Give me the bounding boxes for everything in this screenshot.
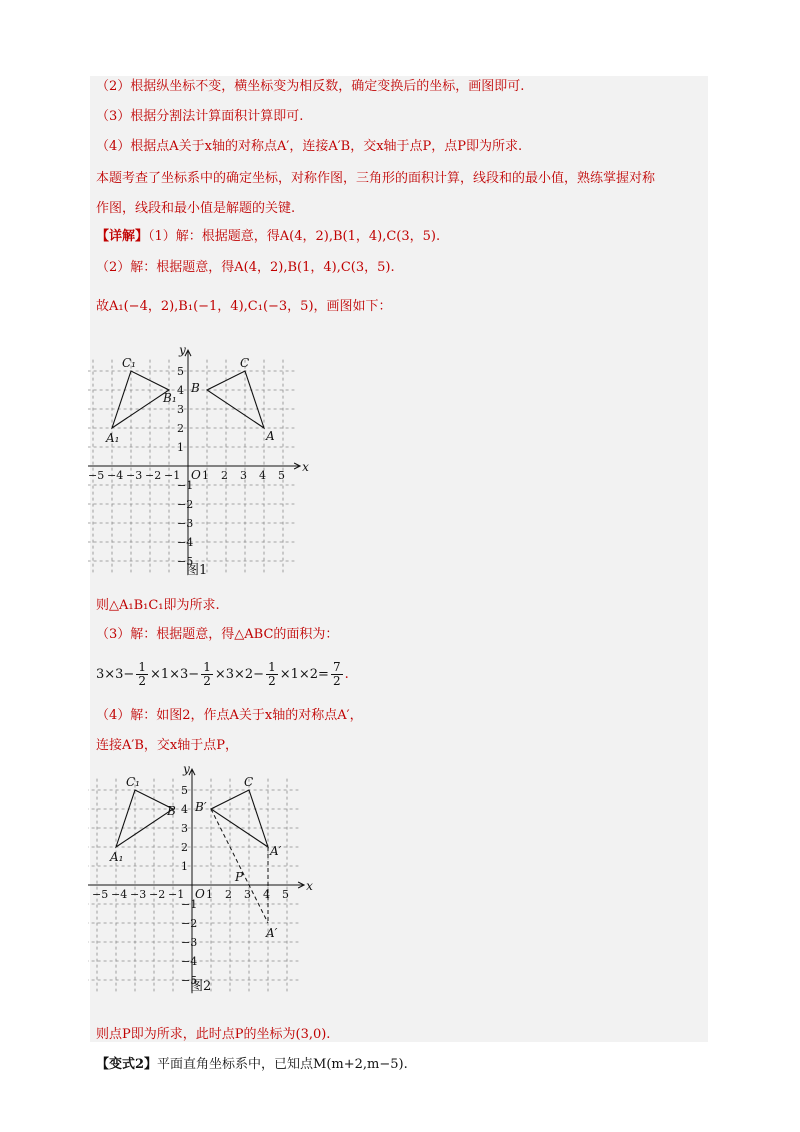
x-tick-label: 5 xyxy=(278,469,285,482)
text-line-7: （2）解：根据题意，得A(4，2),B(1，4),C(3，5). xyxy=(96,260,395,275)
y-tick-label: −3 xyxy=(181,936,198,949)
origin-label: O xyxy=(191,468,201,482)
point-c1-label: C₁ xyxy=(126,775,140,789)
triangle-abc xyxy=(207,371,264,428)
point-c-label: C xyxy=(240,356,250,370)
text-line-10: （3）解：根据题意，得△ABC的面积为： xyxy=(96,627,339,642)
x-tick-label: −4 xyxy=(107,469,124,482)
x-tick-label: 2 xyxy=(225,888,232,901)
x-axis-label: x xyxy=(302,460,309,474)
point-a-label: A′ xyxy=(270,844,282,858)
y-tick-label: 1 xyxy=(181,860,188,873)
x-tick-label: 3 xyxy=(240,469,247,482)
point-c1-label: C₁ xyxy=(122,356,136,370)
x-tick-label: −1 xyxy=(164,469,181,482)
y-tick-label: 1 xyxy=(177,441,184,454)
formula-end: . xyxy=(344,667,349,682)
x-tick-label: −4 xyxy=(111,888,128,901)
formula-part-d: ×1×2= xyxy=(279,667,329,682)
text-line-8: 故A₁(−4，2),B₁(−1，4),C₁(−3，5)，画图如下： xyxy=(96,299,392,314)
point-a1-label: A₁ xyxy=(110,850,124,864)
point-p-label: P xyxy=(235,870,244,884)
x-tick-label: 5 xyxy=(282,888,289,901)
fraction-half-3 xyxy=(266,661,278,688)
y-tick-label: −3 xyxy=(177,517,194,530)
x-tick-label: −1 xyxy=(168,888,185,901)
formula-part-a: 3×3− xyxy=(96,667,135,682)
frac-den: 2 xyxy=(138,674,146,688)
x-tick-label: 2 xyxy=(221,469,228,482)
y-tick-label: −1 xyxy=(177,479,194,492)
y-tick-label: 4 xyxy=(177,384,184,397)
x-tick-label: −3 xyxy=(130,888,147,901)
text-line-9: 则△A₁B₁C₁即为所求. xyxy=(96,598,220,613)
x-tick-label: −2 xyxy=(145,469,162,482)
y-tick-label: −4 xyxy=(181,955,198,968)
origin-label: O xyxy=(195,887,205,901)
figure-2-caption: 图2 xyxy=(190,979,212,994)
text-line-13: 连接A′B，交x轴于点P， xyxy=(96,738,238,753)
figure-1-caption: 图1 xyxy=(186,563,208,578)
y-axis-label: y xyxy=(179,343,186,358)
area-formula xyxy=(96,660,349,690)
x-tick-label: −2 xyxy=(149,888,166,901)
detail-tag: 【详解】 xyxy=(96,229,149,244)
triangle-a1b1c1 xyxy=(112,371,169,428)
variant-text: 平面直角坐标系中，已知点M(m+2,m−5). xyxy=(157,1057,408,1072)
frac-num: 1 xyxy=(138,660,146,674)
text-line-15 xyxy=(96,1056,408,1074)
variant-tag: 【变式2】 xyxy=(96,1057,158,1072)
point-a1-label: A₁ xyxy=(106,431,120,445)
y-tick-label: 4 xyxy=(181,803,188,816)
x-tick-label: 4 xyxy=(259,469,266,482)
y-tick-label: −2 xyxy=(177,498,194,511)
y-tick-label: 2 xyxy=(181,841,188,854)
text-line-6 xyxy=(96,228,440,246)
x-tick-label: 3 xyxy=(244,888,251,901)
text-line-2: （3）根据分割法计算面积计算即可. xyxy=(96,109,304,124)
text-line-14: 则点P即为所求，此时点P的坐标为(3,0). xyxy=(96,1027,331,1042)
point-b-label: B xyxy=(191,381,200,395)
frac-num: 1 xyxy=(268,660,276,674)
triangle-abc xyxy=(211,790,268,847)
x-tick-label: 4 xyxy=(263,888,270,901)
x-tick-label: −5 xyxy=(92,888,109,901)
y-tick-label: −5 xyxy=(177,555,194,568)
triangle-a1b1c1 xyxy=(116,790,173,847)
y-tick-label: 5 xyxy=(181,784,188,797)
point-a-prime-label: A′ xyxy=(266,926,278,940)
text-line-3: （4）根据点A关于x轴的对称点A′，连接A′B，交x轴于点P，点P即为所求. xyxy=(96,139,523,154)
point-c-label: C xyxy=(244,775,254,789)
formula-part-c: ×3×2− xyxy=(214,667,265,682)
x-tick-label: −3 xyxy=(126,469,143,482)
text-line-5: 作图，线段和最小值是解题的关键. xyxy=(96,201,296,216)
text-line-12: （4）解：如图2，作点A关于x轴的对称点A′， xyxy=(96,708,363,723)
x-tick-label: 1 xyxy=(206,888,213,901)
y-tick-label: −5 xyxy=(181,974,198,987)
text-line-1: （2）根据纵坐标不变，横坐标变为相反数，确定变换后的坐标，画图即可. xyxy=(96,79,525,94)
y-tick-label: −1 xyxy=(181,898,198,911)
fraction-half-2 xyxy=(201,661,213,688)
formula-part-b: ×1×3− xyxy=(149,667,200,682)
x-tick-label: 1 xyxy=(202,469,209,482)
detail-step-1: （1）解：根据题意，得A(4，2),B(1，4),C(3，5). xyxy=(148,229,441,244)
point-a-label: A xyxy=(266,429,275,443)
y-tick-label: 3 xyxy=(177,403,184,416)
figure-2 xyxy=(88,760,328,1000)
fraction-half-1 xyxy=(136,661,148,688)
figure-1 xyxy=(88,340,313,580)
point-b1-label: B₁ xyxy=(163,391,177,405)
frac-num: 1 xyxy=(203,660,211,674)
text-line-4: 本题考查了坐标系中的确定坐标，对称作图，三角形的面积计算，线段和的最小值，熟练掌握对称 xyxy=(96,171,656,186)
y-tick-label: 3 xyxy=(181,822,188,835)
frac-den: 2 xyxy=(268,674,276,688)
point-b1-label: B xyxy=(167,804,176,818)
x-axis-label: x xyxy=(306,879,313,893)
y-tick-label: −4 xyxy=(177,536,194,549)
frac-num: 7 xyxy=(332,660,341,674)
point-b-label: B′ xyxy=(195,800,207,814)
frac-den: 2 xyxy=(203,674,211,688)
frac-den: 2 xyxy=(332,674,341,688)
y-tick-label: 2 xyxy=(177,422,184,435)
x-tick-label: −5 xyxy=(88,469,105,482)
y-tick-label: −2 xyxy=(181,917,198,930)
fraction-result xyxy=(331,661,343,688)
y-tick-label: 5 xyxy=(177,365,184,378)
y-axis-label: y xyxy=(183,762,190,777)
